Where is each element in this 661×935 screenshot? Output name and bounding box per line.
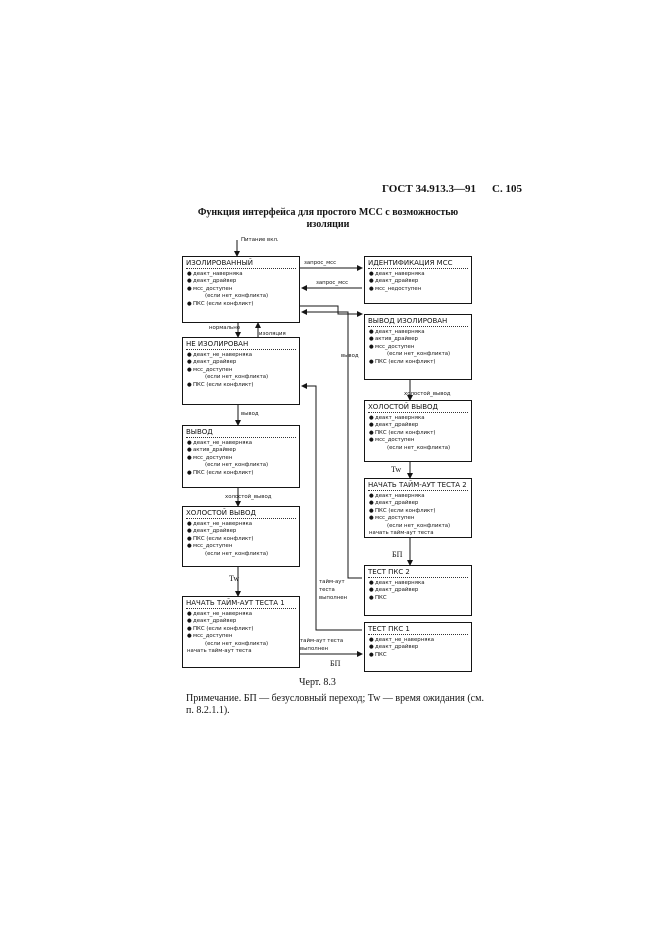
transition-bp-right-label: БП bbox=[392, 550, 403, 559]
list-item: ●мсс_доступен bbox=[369, 515, 415, 522]
figure-note: Примечание. БП — безусловный переход; Tw — время ожидания (см. п. 8.2.1.1). bbox=[186, 693, 484, 716]
transition-request-return-label: запрос_мсс bbox=[316, 280, 349, 286]
state-identification-title: ИДЕНТИФИКАЦИЯ МСС bbox=[368, 259, 453, 267]
power-on-label: Питание вкл. bbox=[241, 237, 279, 243]
state-timeout-test-1-title: НАЧАТЬ ТАЙМ-АУТ ТЕСТА 1 bbox=[186, 599, 285, 607]
transition-bp-left-label: БП bbox=[330, 659, 341, 668]
state-output-title: ВЫВОД bbox=[186, 428, 213, 436]
list-item: ●деакт_наверняка bbox=[369, 271, 425, 277]
list-item: ●деакт_драйвер bbox=[369, 644, 419, 651]
state-isolated-title: ИЗОЛИРОВАННЫЙ bbox=[186, 259, 253, 267]
list-item: ●деакт_драйвер bbox=[187, 618, 237, 625]
separator bbox=[368, 634, 468, 635]
list-item: ●ПКС (если конфликт) bbox=[369, 358, 436, 365]
list-item: ●мсс_доступен bbox=[187, 633, 233, 640]
standard-number: ГОСТ 34.913.3—91 bbox=[382, 183, 476, 195]
list-item: ●деакт_наверняка bbox=[187, 271, 243, 277]
state-identification bbox=[364, 256, 472, 304]
list-item: ●деакт_драйвер bbox=[187, 278, 237, 285]
separator bbox=[186, 268, 296, 269]
list-item: ●деакт_драйвер bbox=[369, 587, 419, 594]
list-item: ●мсс_доступен bbox=[369, 343, 415, 350]
figure-title-line1: Функция интерфейса для простого МСС с возможностью bbox=[197, 207, 459, 218]
state-idle-output-left-title: ХОЛОСТОЙ ВЫВОД bbox=[186, 509, 256, 517]
transition-output-right-label: вывод bbox=[341, 353, 359, 359]
transition-isolation-label: изоляция bbox=[259, 331, 286, 337]
transition-tw-left-label: Tw bbox=[229, 574, 240, 583]
state-not-isolated-title: НЕ ИЗОЛИРОВАН bbox=[186, 340, 249, 348]
list-item: ●ПКС (если конфликт) bbox=[369, 507, 436, 514]
separator bbox=[368, 412, 468, 413]
list-item: ●деакт_драйвер bbox=[369, 500, 419, 507]
transition-timeout-done-2-label: тайм-аут теста выполнен bbox=[319, 579, 348, 601]
figure-caption: Черт. 8.3 bbox=[299, 677, 336, 688]
state-idle-output-right-title: ХОЛОСТОЙ ВЫВОД bbox=[368, 403, 438, 411]
list-item: (если нет_конфликта) bbox=[387, 351, 451, 358]
state-not-isolated bbox=[182, 337, 300, 405]
list-item: ●деакт_не_наверняка bbox=[187, 521, 253, 527]
list-item: ●деакт_наверняка bbox=[369, 580, 425, 586]
figure-title-line2: изоляции bbox=[306, 219, 350, 230]
list-item: (если нет_конфликта) bbox=[205, 640, 269, 647]
list-item: ●мсс_недоступен bbox=[369, 285, 422, 292]
separator bbox=[186, 437, 296, 438]
state-output bbox=[182, 425, 300, 488]
list-item: ●деакт_драйвер bbox=[187, 359, 237, 366]
list-item: (если нет_конфликта) bbox=[387, 444, 451, 451]
state-timeout-test-2-title: НАЧАТЬ ТАЙМ-АУТ ТЕСТА 2 bbox=[368, 481, 467, 489]
list-item: ●ПКС bbox=[369, 594, 387, 601]
list-item: ●деакт_наверняка bbox=[369, 493, 425, 499]
separator bbox=[186, 518, 296, 519]
transition-idle-left-label: холостой_вывод bbox=[225, 494, 272, 500]
state-timeout-test-1 bbox=[182, 596, 300, 668]
transition-output-down-label: вывод bbox=[241, 411, 259, 417]
separator bbox=[368, 268, 468, 269]
list-item: (если нет_конфликта) bbox=[205, 293, 269, 300]
state-timeout-test-2 bbox=[364, 478, 472, 538]
list-item: ●деакт_драйвер bbox=[369, 422, 419, 429]
transition-idle-right-label: холостой_вывод bbox=[404, 391, 451, 397]
transition-request-label: запрос_мсс bbox=[304, 260, 337, 266]
list-item: ●актив_драйвер bbox=[187, 447, 236, 454]
list-item: ●ПКС (если конфликт) bbox=[187, 469, 254, 476]
list-item: ●деакт_не_наверняка bbox=[187, 440, 253, 446]
list-item: (если нет_конфликта) bbox=[387, 522, 451, 529]
list-item: ●ПКС (если конфликт) bbox=[187, 300, 254, 307]
list-item: ●актив_драйвер bbox=[369, 336, 418, 343]
list-item: ●мсс_доступен bbox=[187, 454, 233, 461]
list-item: ●ПКС (если конфликт) bbox=[187, 535, 254, 542]
list-item: ●ПКС (если конфликт) bbox=[187, 625, 254, 632]
list-item: ●деакт_наверняка bbox=[369, 415, 425, 421]
page-number: С. 105 bbox=[492, 183, 522, 195]
separator bbox=[368, 490, 468, 491]
list-item: ●деакт_наверняка bbox=[369, 329, 425, 335]
list-item: (если нет_конфликта) bbox=[205, 462, 269, 469]
state-test-pks-1-title: ТЕСТ ПКС 1 bbox=[368, 625, 410, 633]
list-item: ●ПКС (если конфликт) bbox=[187, 381, 254, 388]
list-item: (если нет_конфликта) bbox=[205, 550, 269, 557]
separator bbox=[368, 577, 468, 578]
transition-timeout-done-1-label: тайм-аут теста выполнен bbox=[300, 638, 344, 652]
state-idle-output-right bbox=[364, 400, 472, 462]
list-item: ●деакт_не_наверняка bbox=[187, 352, 253, 358]
list-item: ●деакт_драйвер bbox=[369, 278, 419, 285]
state-isolated bbox=[182, 256, 300, 323]
separator bbox=[368, 326, 468, 327]
state-test-pks-2-title: ТЕСТ ПКС 2 bbox=[368, 568, 410, 576]
list-item: ●мсс_доступен bbox=[187, 366, 233, 373]
list-item: ●ПКС (если конфликт) bbox=[369, 429, 436, 436]
list-item: ●деакт_не_наверняка bbox=[187, 611, 253, 617]
list-item: ●мсс_доступен bbox=[369, 437, 415, 444]
separator bbox=[186, 349, 296, 350]
separator bbox=[186, 608, 296, 609]
list-item: (если нет_конфликта) bbox=[205, 374, 269, 381]
state-output-isolated-title: ВЫВОД ИЗОЛИРОВАН bbox=[368, 317, 448, 325]
list-item: ●деакт_не_наверняка bbox=[369, 637, 435, 643]
list-item: ●ПКС bbox=[369, 651, 387, 658]
list-item: начать тайм-аут теста bbox=[187, 648, 252, 655]
list-item: ●мсс_доступен bbox=[187, 543, 233, 550]
transition-tw-right-label: Tw bbox=[391, 465, 402, 474]
state-output-isolated bbox=[364, 314, 472, 380]
transition-normal-label: нормально bbox=[209, 325, 241, 331]
list-item: начать тайм-аут теста bbox=[369, 530, 434, 537]
state-idle-output-left bbox=[182, 506, 300, 567]
list-item: ●деакт_драйвер bbox=[187, 528, 237, 535]
list-item: ●мсс_доступен bbox=[187, 285, 233, 292]
state-test-pks-2 bbox=[364, 565, 472, 616]
state-test-pks-1 bbox=[364, 622, 472, 672]
